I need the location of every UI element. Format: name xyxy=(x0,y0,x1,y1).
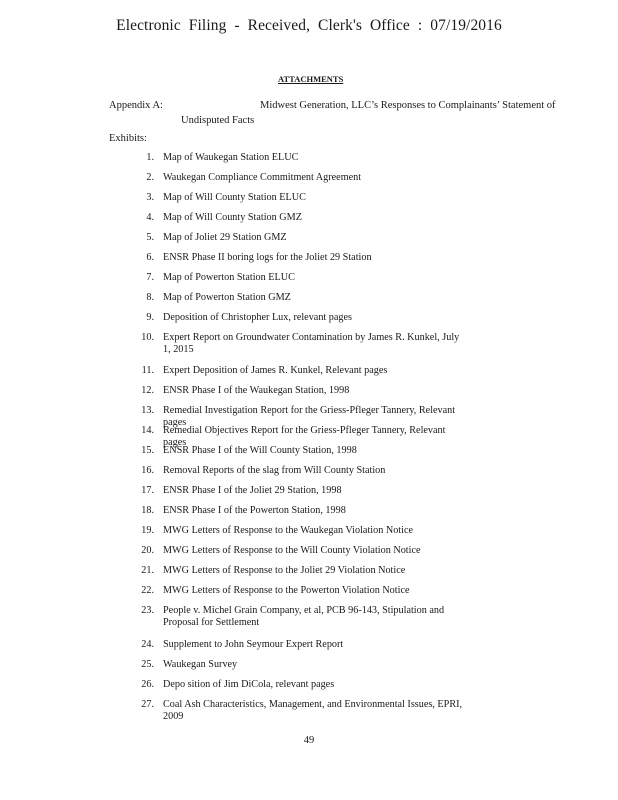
exhibit-title: Expert Deposition of James R. Kunkel, Relevant pages xyxy=(163,365,388,376)
exhibit-title: Map of Powerton Station GMZ xyxy=(163,292,291,303)
exhibit-title: People v. Michel Grain Company, et al, PCB 96-143, Stipulation and Proposal for Settlement xyxy=(163,605,445,628)
appendix-description-line2: Undisputed Facts xyxy=(181,115,255,126)
filing-stamp-header: Electronic Filing - Received, Clerk's Office : 07/19/2016 xyxy=(116,17,502,34)
exhibit-number: 2. xyxy=(146,172,154,183)
exhibit-number: 23. xyxy=(141,605,154,616)
exhibit-title: Supplement to John Seymour Expert Report xyxy=(163,639,344,650)
exhibit-number: 26. xyxy=(141,679,154,690)
exhibit-title: Map of Powerton Station ELUC xyxy=(163,272,295,283)
exhibit-title: ENSR Phase I of the Joliet 29 Station, 1998 xyxy=(163,485,342,496)
exhibit-number: 17. xyxy=(141,485,154,496)
exhibit-number: 16. xyxy=(141,465,154,476)
exhibit-title: Removal Reports of the slag from Will County Station xyxy=(163,465,386,476)
exhibit-number: 10. xyxy=(141,332,154,343)
exhibit-title: Deposition of Christopher Lux, relevant pages xyxy=(163,312,352,323)
exhibit-number: 21. xyxy=(141,565,154,576)
exhibit-title: MWG Letters of Response to the Powerton Violation Notice xyxy=(163,585,410,596)
exhibit-number: 9. xyxy=(146,312,154,323)
exhibit-title: Waukegan Survey xyxy=(163,659,238,670)
exhibit-title: MWG Letters of Response to the Will County Violation Notice xyxy=(163,545,421,556)
exhibit-number: 12. xyxy=(141,385,154,396)
exhibit-number: 22. xyxy=(141,585,154,596)
exhibit-title: Waukegan Compliance Commitment Agreement xyxy=(163,172,362,183)
exhibit-title: Map of Will County Station ELUC xyxy=(163,192,306,203)
exhibit-number: 11. xyxy=(141,365,154,376)
exhibit-title: Remedial Investigation Report for the Griess-Pfleger Tannery, Relevant pages xyxy=(163,405,456,428)
exhibit-number: 24. xyxy=(141,639,154,650)
exhibit-title: Map of Waukegan Station ELUC xyxy=(163,152,299,163)
exhibit-title: MWG Letters of Response to the Waukegan Violation Notice xyxy=(163,525,413,536)
exhibits-label: Exhibits: xyxy=(109,133,147,144)
exhibit-number: 15. xyxy=(141,445,154,456)
exhibit-title: Expert Report on Groundwater Contamination by James R. Kunkel, July 1, 2015 xyxy=(163,332,460,355)
exhibit-number: 7. xyxy=(146,272,154,283)
exhibit-number: 20. xyxy=(141,545,154,556)
exhibit-number: 19. xyxy=(141,525,154,536)
appendix-label: Appendix A: xyxy=(109,100,163,111)
attachments-heading: ATTACHMENTS xyxy=(278,74,344,84)
exhibit-number: 3. xyxy=(146,192,154,203)
exhibit-title: Remedial Objectives Report for the Griess-Pfleger Tannery, Relevant pages xyxy=(163,425,446,448)
appendix-description-line1: Midwest Generation, LLC’s Responses to Complainants’ Statement of xyxy=(260,100,556,111)
exhibit-number: 13. xyxy=(141,405,154,416)
exhibit-title: Map of Joliet 29 Station GMZ xyxy=(163,232,287,243)
exhibit-title: ENSR Phase I of the Waukegan Station, 1998 xyxy=(163,385,350,396)
exhibit-title: MWG Letters of Response to the Joliet 29 Violation Notice xyxy=(163,565,406,576)
exhibit-title: ENSR Phase I of the Will County Station, 1998 xyxy=(163,445,357,456)
exhibit-number: 6. xyxy=(146,252,154,263)
exhibit-number: 4. xyxy=(146,212,154,223)
exhibit-number: 8. xyxy=(146,292,154,303)
exhibit-title: ENSR Phase I of the Powerton Station, 1998 xyxy=(163,505,346,516)
exhibit-number: 25. xyxy=(141,659,154,670)
exhibit-title: Depo sition of Jim DiCola, relevant pages xyxy=(163,679,335,690)
exhibit-title: Map of Will County Station GMZ xyxy=(163,212,302,223)
exhibit-title: ENSR Phase II boring logs for the Joliet 29 Station xyxy=(163,252,372,263)
exhibit-number: 14. xyxy=(141,425,154,436)
exhibit-number: 27. xyxy=(141,699,154,710)
page-number: 49 xyxy=(303,735,315,746)
exhibit-number: 1. xyxy=(146,152,154,163)
exhibit-title: Coal Ash Characteristics, Management, and Environmental Issues, EPRI, 2009 xyxy=(163,699,463,722)
exhibit-number: 18. xyxy=(141,505,154,516)
exhibit-number: 5. xyxy=(146,232,154,243)
